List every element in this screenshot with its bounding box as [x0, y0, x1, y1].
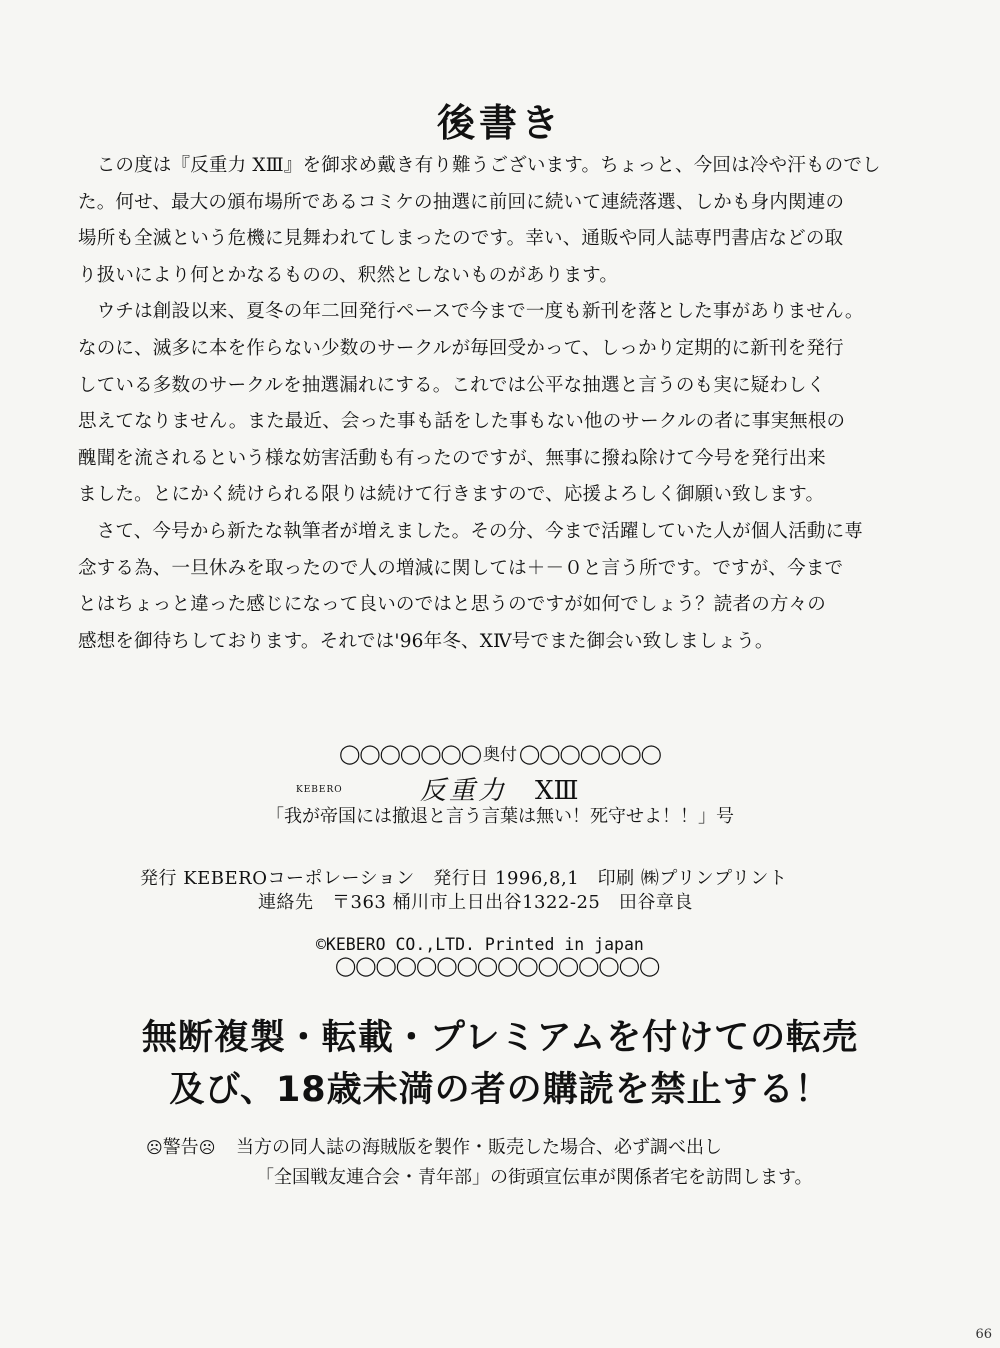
book-title-name: 反重力	[420, 776, 508, 806]
frown-face-icon: ☹	[198, 1138, 216, 1157]
warning-heading-line1: 無断複製・転載・プレミアムを付けての転売	[141, 1018, 859, 1058]
afterword-line: 念する為、一旦休みを取ったので人の増減に関しては＋－０と言う所です。ですが、今まで	[78, 557, 844, 579]
notice-text	[236, 1133, 813, 1193]
page-number: 66	[975, 1327, 992, 1342]
afterword-line: この度は『反重力 XⅢ』を御求め戴き有り難うございます。ちょっと、今回は冷や汗ものでし	[78, 155, 881, 176]
colophon-label: 奥付	[483, 745, 517, 765]
contact-line: 連絡先 〒363 桶川市上日出谷1322-25 田谷章良	[258, 892, 693, 913]
afterword-line: り扱いにより何とかなるものの、釈然としないものがあります。	[78, 264, 619, 286]
afterword-line: 感想を御待ちしております。それでは'96年冬、XⅣ号でまた御会い致しましょう。	[78, 630, 774, 652]
afterword-line: 場所も全滅という危機に見舞われてしまったのです。幸い、通販や同人誌専門書店などの取	[78, 228, 844, 250]
afterword-line: 醜聞を流されるという様な妨害活動も有ったのですが、無事に撥ね除けて今号を発行出来	[78, 447, 827, 469]
afterword-line: さて、今号から新たな執筆者が増えました。その分、今まで活躍していた人が個人活動に専	[78, 520, 864, 542]
copyright-line: ©KEBERO CO.,LTD. Printed in japan	[316, 935, 644, 954]
afterword-line: とはちょっと違った感じになって良いのではと思うのですが如何でしょう？読者の方々の	[78, 594, 827, 616]
colophon-header	[0, 740, 1000, 765]
afterword-line: 思えてなりません。また最近、会った事も話をした事もない他のサークルの者に事実無根の	[78, 411, 846, 433]
afterword-line: なのに、滅多に本を作らない少数のサークルが毎回受かって、しっかり定期的に新刊を発行	[78, 337, 844, 359]
book-volume: XⅢ	[535, 776, 579, 806]
afterword-body	[78, 148, 958, 660]
afterword-line: ました。とにかく続けられる限りは続けて行きますので、応援よろしく御願い致します。	[78, 484, 825, 506]
title-ruby: KEBERO	[296, 785, 343, 795]
notice-line: 当方の同人誌の海賊版を製作・販売した場合、必ず調べ出し	[236, 1137, 722, 1158]
circle-border-right: ◯◯◯◯◯◯◯	[519, 743, 661, 765]
circle-border-left: ◯◯◯◯◯◯◯	[339, 743, 481, 765]
afterword-line: している多数のサークルを抽選漏れにする。これでは公平な抽選と言うのも実に疑わしく	[78, 374, 826, 396]
afterword-line: た。何せ、最大の頒布場所であるコミケの抽選に前回に続いて連続落選、しかも身内関連の	[78, 191, 845, 213]
page-title: 後書き	[436, 101, 563, 145]
notice-label	[146, 1133, 215, 1159]
notice-label-text: 警告	[162, 1137, 199, 1158]
afterword-line: ウチは創設以来、夏冬の年二回発行ペースで今まで一度も新刊を落とした事がありません。	[78, 301, 864, 323]
notice-line: 「全国戦友連合会・青年部」の街頭宣伝車が関係者宅を訪問します。	[256, 1167, 813, 1188]
publisher-line: 発行 KEBEROコーポレーション 発行日 1996,8,1 印刷 ㈱プリンプリント	[140, 868, 788, 889]
frown-face-icon: ☹	[146, 1138, 163, 1157]
circle-border-bottom: ◯◯◯◯◯◯◯◯◯◯◯◯◯◯◯◯	[335, 955, 660, 977]
warning-heading-line2: 及び、18歳未満の者の購読を禁止する！	[169, 1070, 831, 1110]
book-subtitle: 「我が帝国には撤退と言う言葉は無い！死守せよ！！」号	[266, 806, 734, 827]
